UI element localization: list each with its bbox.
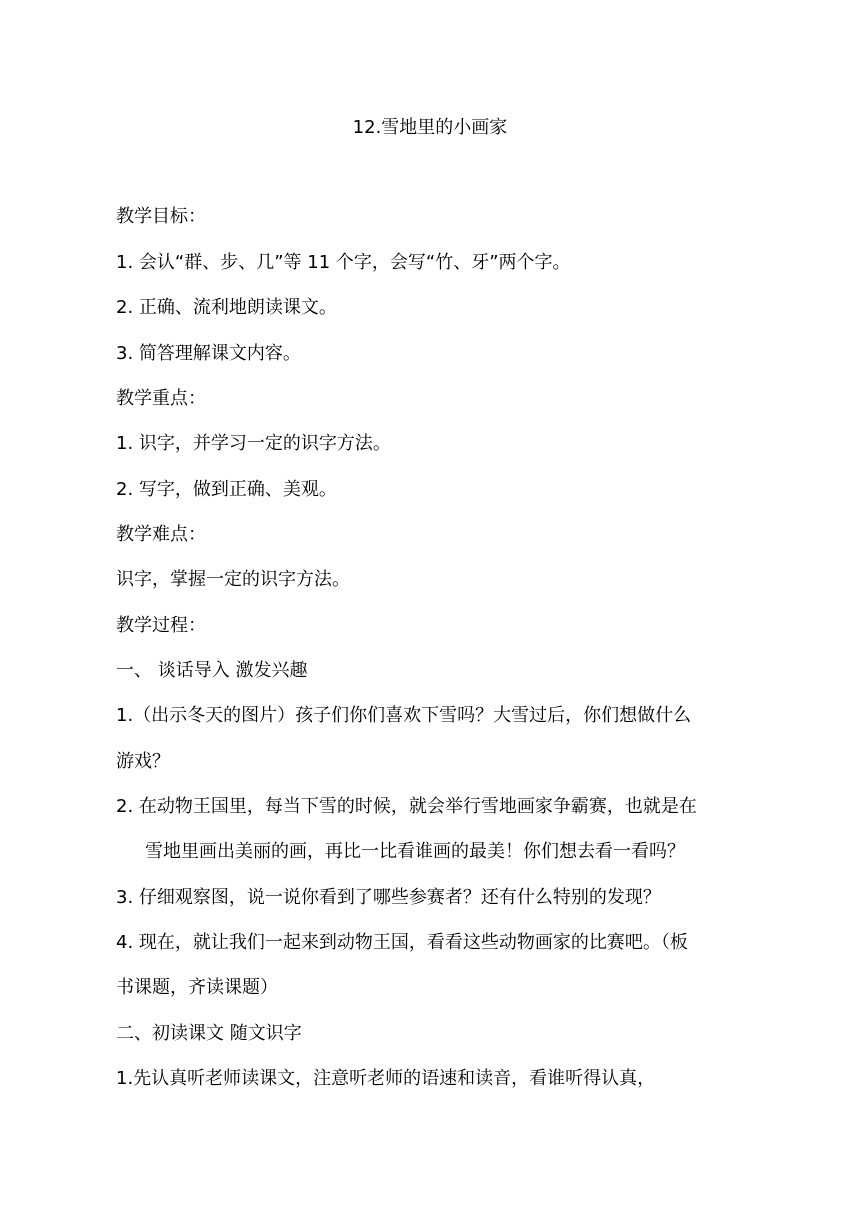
section-heading-difficulties: 教学难点： bbox=[116, 524, 206, 545]
process-part-2-step-1: 1.先认真听老师读课文，注意听老师的语速和读音，看谁听得认真， bbox=[116, 1068, 656, 1089]
key-point-item-2: 2. 写字，做到正确、美观。 bbox=[116, 479, 337, 500]
process-part-2-heading: 二、初读课文 随文识字 bbox=[116, 1023, 302, 1044]
section-heading-process: 教学过程： bbox=[116, 615, 206, 636]
objective-item-1: 1. 会认“群、步、几”等 11 个字，会写“竹、牙”两个字。 bbox=[116, 252, 571, 273]
process-step-4-line-1: 4. 现在，就让我们一起来到动物王国，看看这些动物画家的比赛吧。（板 bbox=[116, 932, 688, 953]
process-step-2-line-2: 雪地里画出美丽的画，再比一比看谁画的最美！你们想去看一看吗？ bbox=[145, 841, 685, 862]
process-step-1-line-2: 游戏？ bbox=[116, 751, 170, 772]
key-point-item-1: 1. 识字，并学习一定的识字方法。 bbox=[116, 433, 391, 454]
objective-item-2: 2. 正确、流利地朗读课文。 bbox=[116, 297, 337, 318]
process-step-4-line-2: 书课题，齐读课题） bbox=[116, 977, 278, 998]
difficulty-text: 识字，掌握一定的识字方法。 bbox=[116, 569, 350, 590]
process-step-2-line-1: 2. 在动物王国里，每当下雪的时候，就会举行雪地画家争霸赛，也就是在 bbox=[116, 796, 697, 817]
process-step-1-line-1: 1.（出示冬天的图片）孩子们你们喜欢下雪吗？大雪过后，你们想做什么 bbox=[116, 705, 692, 726]
process-step-3: 3. 仔细观察图，说一说你看到了哪些参赛者？还有什么特别的发现？ bbox=[116, 887, 661, 908]
process-part-1-heading: 一、 谈话导入 激发兴趣 bbox=[116, 660, 308, 681]
objective-item-3: 3. 简答理解课文内容。 bbox=[116, 343, 301, 364]
section-heading-key-points: 教学重点： bbox=[116, 388, 206, 409]
document-title: 12.雪地里的小画家 bbox=[352, 117, 508, 138]
section-heading-objectives: 教学目标： bbox=[116, 206, 206, 227]
